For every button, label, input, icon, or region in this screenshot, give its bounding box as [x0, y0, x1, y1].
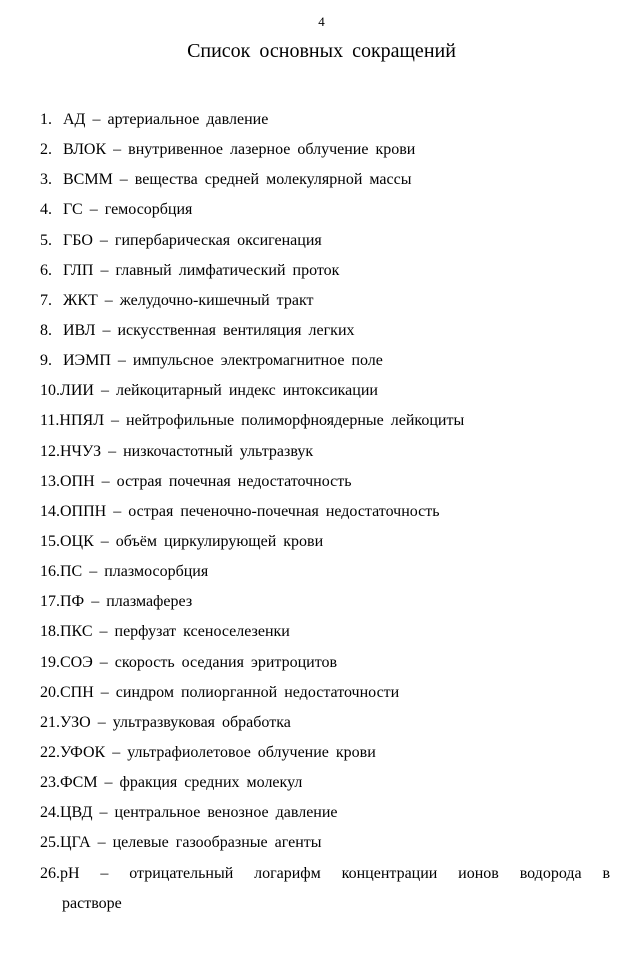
abbreviation-item	[40, 832, 610, 862]
abbreviation-number: 13.	[40, 472, 60, 490]
abbreviation-item	[40, 290, 610, 320]
abbreviation-item	[40, 712, 610, 742]
abbreviation-text: ЖКТ – желудочно-кишечный тракт	[63, 291, 314, 309]
abbreviation-item	[40, 441, 610, 471]
abbreviation-number: 15.	[40, 532, 60, 550]
abbreviation-list	[40, 109, 610, 915]
abbreviation-item	[40, 682, 610, 712]
abbreviation-number: 14.	[40, 502, 60, 520]
abbreviation-item	[40, 742, 610, 772]
abbreviation-item	[40, 621, 610, 651]
abbreviation-continuation: растворе	[62, 894, 122, 912]
page-title: Список основных сокращений	[187, 40, 456, 62]
abbreviation-text: ПС – плазмосорбция	[60, 563, 209, 581]
abbreviation-item	[40, 109, 610, 139]
abbreviation-text: НЧУЗ – низкочастотный ультразвук	[60, 442, 314, 460]
abbreviation-text: ГЛП – главный лимфатический проток	[63, 261, 340, 279]
abbreviation-item	[40, 802, 610, 832]
abbreviation-number: 18.	[40, 623, 60, 641]
abbreviation-item-last	[40, 863, 610, 915]
abbreviation-text: ОПН – острая почечная недостаточность	[60, 472, 352, 490]
abbreviation-text: ИВЛ – искусственная вентиляция легких	[63, 321, 355, 339]
abbreviation-number: 16.	[40, 563, 60, 581]
abbreviation-number: 10.	[40, 382, 60, 400]
abbreviation-number: 1.	[40, 111, 52, 128]
abbreviation-number: 3.	[40, 171, 52, 189]
abbreviation-text: НПЯЛ – нейтрофильные полиморфноядерные лейкоциты	[59, 412, 465, 430]
abbreviation-item	[40, 139, 610, 169]
abbreviation-number: 9.	[40, 352, 52, 370]
abbreviation-text: УФОК – ультрафиолетовое облучение крови	[60, 743, 376, 761]
abbreviation-text: ПФ – плазмаферез	[60, 593, 193, 611]
abbreviation-text: ОППН – острая печеночно-почечная недостаточность	[60, 502, 440, 520]
abbreviation-number: 2.	[40, 141, 52, 159]
abbreviation-text: ГС – гемосорбция	[63, 201, 193, 219]
abbreviation-number: 5.	[40, 231, 52, 249]
abbreviation-text: ФСМ – фракция средних молекул	[60, 774, 303, 792]
abbreviation-item	[40, 380, 610, 410]
abbreviation-number: 17.	[40, 593, 60, 611]
abbreviation-text: ВСММ – вещества средней молекулярной массы	[63, 171, 412, 189]
abbreviation-number: 21.	[40, 713, 60, 731]
abbreviation-item	[40, 561, 610, 591]
abbreviation-item	[40, 230, 610, 260]
abbreviation-item	[40, 531, 610, 561]
abbreviation-item	[40, 471, 610, 501]
abbreviation-text: ОЦК – объём циркулирующей крови	[60, 532, 324, 550]
abbreviation-number: 12.	[40, 442, 60, 460]
abbreviation-last-line	[40, 863, 610, 885]
abbreviation-item	[40, 772, 610, 802]
abbreviation-text: УЗО – ультразвуковая обработка	[60, 713, 291, 731]
abbreviation-number: 8.	[40, 321, 52, 339]
abbreviation-item	[40, 169, 610, 199]
abbreviation-text: ЦВД – центральное венозное давление	[60, 804, 338, 822]
abbreviation-text: ПКС – перфузат ксеноселезенки	[60, 623, 290, 641]
abbreviation-number: 7.	[40, 291, 52, 309]
abbreviation-text: ЦГА – целевые газообразные агенты	[60, 834, 322, 852]
abbreviation-text: СПН – синдром полиорганной недостаточности	[60, 683, 400, 701]
abbreviation-text: ИЭМП – импульсное электромагнитное поле	[63, 352, 383, 370]
abbreviation-text: АД – артериальное давление	[63, 111, 269, 128]
abbreviation-number: 4.	[40, 201, 52, 219]
abbreviation-item	[40, 350, 610, 380]
abbreviation-number: 6.	[40, 261, 52, 279]
abbreviation-number: 24.	[40, 804, 60, 822]
abbreviation-number: 11.	[40, 412, 60, 430]
abbreviation-number: 23.	[40, 774, 60, 792]
abbreviation-item	[40, 410, 610, 440]
abbreviation-text: СОЭ – скорость оседания эритроцитов	[60, 653, 338, 671]
abbreviation-item	[40, 260, 610, 290]
abbreviation-item	[40, 199, 610, 229]
abbreviation-number: 22.	[40, 743, 60, 761]
abbreviation-item	[40, 320, 610, 350]
page-number: 4	[318, 14, 325, 29]
abbreviation-text: ВЛОК – внутривенное лазерное облучение крови	[63, 141, 416, 159]
abbreviation-item	[40, 501, 610, 531]
abbreviation-text: ГБО – гипербарическая оксигенация	[63, 231, 322, 249]
abbreviation-item	[40, 591, 610, 621]
abbreviation-number: 20.	[40, 683, 60, 701]
abbreviation-text: рН – отрицательный логарифм концентрации ионов водорода в	[60, 864, 610, 882]
abbreviation-number: 25.	[40, 834, 60, 852]
abbreviation-number: 26.	[40, 864, 60, 882]
abbreviation-text: ЛИИ – лейкоцитарный индекс интоксикации	[60, 382, 378, 400]
abbreviation-number: 19.	[40, 653, 60, 671]
abbreviation-item	[40, 652, 610, 682]
